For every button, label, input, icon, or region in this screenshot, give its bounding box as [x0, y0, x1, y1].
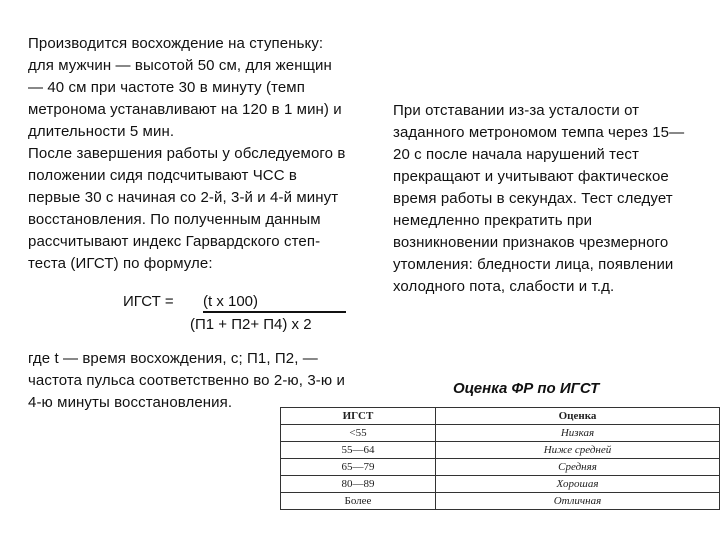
- text-line: восстановления. По полученным данным: [28, 211, 321, 228]
- cell-igst: <55: [281, 425, 436, 442]
- fraction-bar: [203, 311, 346, 313]
- text-line: холодного пота, слабости и т.д.: [393, 278, 615, 295]
- text-line: время работы в секундах. Тест следует: [393, 190, 673, 207]
- header-igst: ИГСТ: [281, 408, 436, 425]
- text-line: длительности 5 мин.: [28, 123, 175, 140]
- text-line: частота пульса соответственно во 2-ю, 3-ю и: [28, 372, 345, 389]
- text-line: рассчитывают индекс Гарвардского степ-: [28, 233, 321, 250]
- cell-rating: Отличная: [435, 493, 719, 510]
- text-line: При отставании из-за усталости от: [393, 102, 640, 119]
- text-line: прекращают и учитывают фактическое: [393, 168, 669, 185]
- text-line: для мужчин — высотой 50 см, для женщин: [28, 57, 332, 74]
- table-row: [281, 493, 720, 510]
- text-line: Производится восхождение на ступеньку:: [28, 35, 324, 52]
- text-line: положении сидя подсчитывают ЧСС в: [28, 167, 298, 184]
- cell-igst: 80—89: [281, 476, 436, 493]
- cell-rating: Хорошая: [435, 476, 719, 493]
- left-paragraph: [28, 33, 345, 275]
- table-title: Оценка ФР по ИГСТ: [453, 380, 600, 397]
- cell-rating: Средняя: [435, 459, 719, 476]
- text-line: метронома устанавливают на 120 в 1 мин) и: [28, 101, 342, 118]
- text-line: первые 30 с начиная со 2-й, 3-й и 4-й минут: [28, 189, 339, 206]
- text-line: 4-ю минуты восстановления.: [28, 394, 233, 411]
- table-row: [281, 442, 720, 459]
- text-line: После завершения работы у обследуемого в: [28, 145, 346, 162]
- text-line: утомления: бледности лица, появлении: [393, 256, 674, 273]
- right-paragraph: [393, 100, 684, 298]
- cell-igst: Более: [281, 493, 436, 510]
- text-line: где t — время восхождения, с; П1, П2, —: [28, 350, 318, 367]
- cell-rating: Ниже средней: [435, 442, 719, 459]
- formula-denominator: (П1 + П2+ П4) х 2: [190, 316, 312, 333]
- text-line: немедленно прекратить при: [393, 212, 593, 229]
- text-line: — 40 см при частоте 30 в минуту (темп: [28, 79, 305, 96]
- table-row: [281, 459, 720, 476]
- table-row: [281, 476, 720, 493]
- formula-numerator: (t x 100): [203, 293, 259, 310]
- formula-legend: [28, 348, 345, 414]
- cell-rating: Низкая: [435, 425, 719, 442]
- cell-igst: 65—79: [281, 459, 436, 476]
- cell-igst: 55—64: [281, 442, 436, 459]
- igst-table: [280, 407, 720, 510]
- text-line: возникновении признаков чрезмерного: [393, 234, 669, 251]
- text-line: теста (ИГСТ) по формуле:: [28, 255, 213, 272]
- formula-lhs: ИГСТ =: [123, 293, 174, 310]
- table-row: [281, 425, 720, 442]
- text-line: заданного метрономом темпа через 15—: [393, 124, 685, 141]
- header-rating: Оценка: [435, 408, 719, 425]
- table-header-row: [281, 408, 720, 425]
- text-line: 20 с после начала нарушений тест: [393, 146, 639, 163]
